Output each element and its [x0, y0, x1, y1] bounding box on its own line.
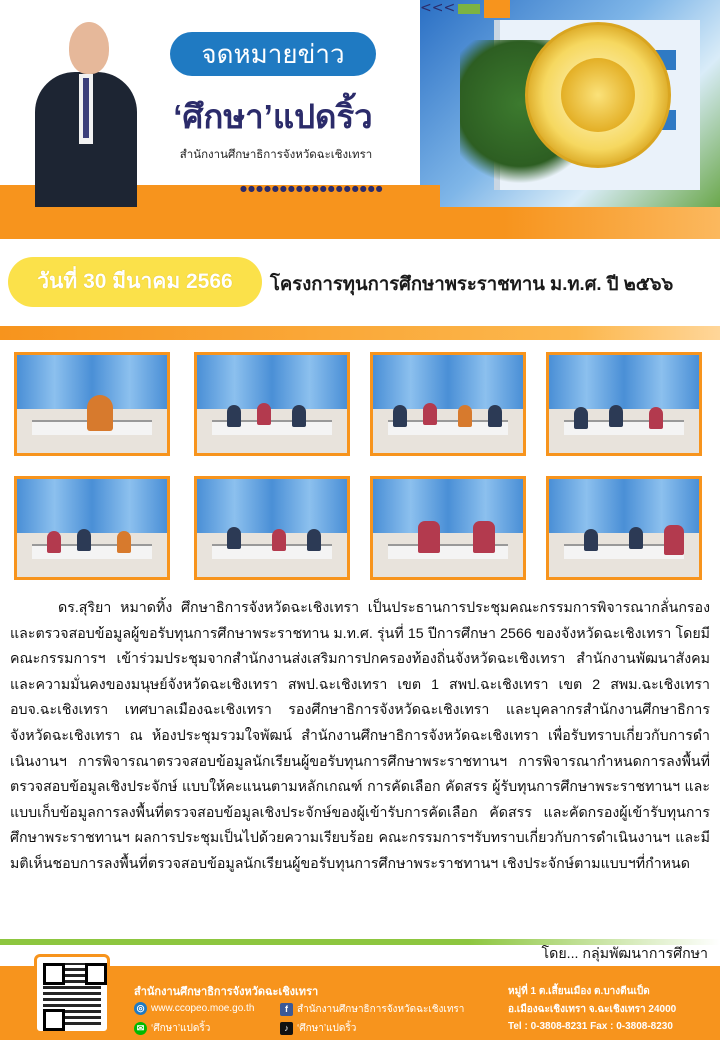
date-text: วันที่ 30 มีนาคม 2566	[37, 270, 233, 293]
qr-finder-icon	[85, 963, 107, 985]
article-paragraph: ดร.สุริยา หมาดทิ้ง ศึกษาธิการจังหวัดฉะเชิงเทรา เป็นประธานการประชุมคณะกรรมการพิจารณากลั่นกรองและตรวจสอบข้อมูลผู้ขอรับทุนการศึกษาพระราชทาน ม.ท.ศ. รุ่นที่ 15 ปีการศึกษา 2566 ของจังหวัดฉะเชิงเทรา โดยมีคณะกรรมการฯ เข้าร่วมประชุมจากสำนักงานส่งเสริมการปกครองท้องถิ่นจังหวัดฉะเชิงเทรา สำนักงานพัฒนาสังคมและความมั่นคงของมนุษย์จังหวัดฉะเชิงเทรา สพป.ฉะเชิงเทรา เขต 1 สพป.ฉะเชิงเทรา เขต 2 สพม.ฉะเชิงเทรา อบจ.ฉะเชิงเทรา เทศบาลเมืองฉะเชิงเทรา รองศึกษาธิการจังหวัดฉะเชิงเทรา และบุคลากรสำนักงานศึกษาธิการจังหวัดฉะเชิงเทรา ณ ห้องประชุมรวมใจพัฒน์ สำนักงานศึกษาธิการจังหวัดฉะเชิงเทรา เพื่อรับทราบเกี่ยวกับการดำเนินงานฯ การพิจารณาตรวจสอบข้อมูลนักเรียนผู้ขอรับทุนการศึกษาพระราชทานฯ การพิจารณากำหนดการลงพื้นที่ตรวจสอบข้อมูลเชิงประจักษ์ แบบให้คะแนนตามหลักเกณฑ์ การคัดเลือก คัดสรร ผู้รับทุนการศึกษาพระราชทานฯ และแบบเก็บข้อมูลการลงพื้นที่ตรวจสอบข้อมูลเชิงประจักษ์ของผู้เข้ารับการคัดเลือก คัดสรร และคัดกรองผู้เข้ารับทุนการศึกษาพระราชทานฯ ผลการประชุมเป็นไปด้วยความเรียบร้อย คณะกรรมการฯรับทราบเกี่ยวกับการดำเนินงานฯ และมีมติเห็นชอบการลงพื้นที่ตรวจสอบข้อมูลนักเรียนผู้ขอรับทุนการศึกษาพระราชทานฯ เชิงประจักษ์ตามแบบฯที่กำหนด	[10, 600, 710, 872]
director-portrait	[35, 22, 137, 208]
meeting-photo-5	[14, 476, 170, 580]
line-text[interactable]: ‘ศึกษา’แปดริ้ว	[151, 1023, 211, 1034]
meeting-photo-3	[370, 352, 526, 456]
green-decoration	[458, 4, 480, 14]
meeting-photo-4	[546, 352, 702, 456]
article-headline: โครงการทุนการศึกษาพระราชทาน ม.ท.ศ. ปี ๒๕๖๖	[270, 273, 674, 294]
footer-facebook[interactable]	[280, 1002, 464, 1017]
footer-org-name: สำนักงานศึกษาธิการจังหวัดฉะเชิงเทรา	[134, 986, 319, 998]
newsletter-subtitle: สำนักงานศึกษาธิการจังหวัดฉะเชิงเทรา	[179, 149, 373, 161]
newsletter-label: จดหมายข่าว	[170, 32, 376, 76]
facebook-icon: f	[280, 1003, 293, 1016]
article-body	[10, 596, 710, 878]
chevrons-decoration: <<<	[420, 0, 456, 16]
qr-finder-icon	[43, 963, 65, 985]
article-byline: โดย... กลุ่มพัฒนาการศึกษา	[541, 946, 708, 962]
globe-icon: ◎	[134, 1002, 147, 1015]
dots-decoration: ●●●●●●●●●●●●●●●●●●	[240, 184, 384, 193]
footer-website[interactable]	[134, 1002, 254, 1015]
footer-tiktok[interactable]	[280, 1021, 356, 1036]
tiktok-text[interactable]: ‘ศึกษา’แปดริ้ว	[297, 1023, 357, 1034]
meeting-photo-6	[194, 476, 350, 580]
website-text[interactable]: www.ccopeo.moe.go.th	[151, 1003, 255, 1015]
date-badge	[8, 257, 262, 307]
footer-phone: Tel : 0-3808-8231 Fax : 0-3808-8230	[508, 1021, 673, 1032]
qr-finder-icon	[43, 1009, 65, 1031]
footer-address-line-2: อ.เมืองฉะเชิงเทรา จ.ฉะเชิงเทรา 24000	[508, 1004, 677, 1015]
meeting-photo-7	[370, 476, 526, 580]
qr-code[interactable]	[34, 954, 110, 1034]
newsletter-header	[0, 0, 720, 208]
headline-divider	[0, 326, 720, 340]
tiktok-icon: ♪	[280, 1022, 293, 1035]
meeting-photo-2	[194, 352, 350, 456]
line-icon: ✉	[134, 1022, 147, 1035]
dharma-wheel-icon	[561, 58, 635, 132]
header-bottom-band	[0, 207, 720, 239]
facebook-text[interactable]: สำนักงานศึกษาธิการจังหวัดฉะเชิงเทรา	[297, 1004, 465, 1015]
footer-line[interactable]	[134, 1021, 210, 1036]
office-seal-logo	[525, 22, 671, 168]
footer-address-line-1: หมู่ที่ 1 ต.เสี้ยนเมือง ต.บางตีนเป็ด	[508, 986, 650, 997]
meeting-photo-1	[14, 352, 170, 456]
orange-decoration	[484, 0, 510, 18]
meeting-photo-8	[546, 476, 702, 580]
newsletter-title: ‘ศึกษา’แปดริ้ว	[173, 98, 373, 135]
